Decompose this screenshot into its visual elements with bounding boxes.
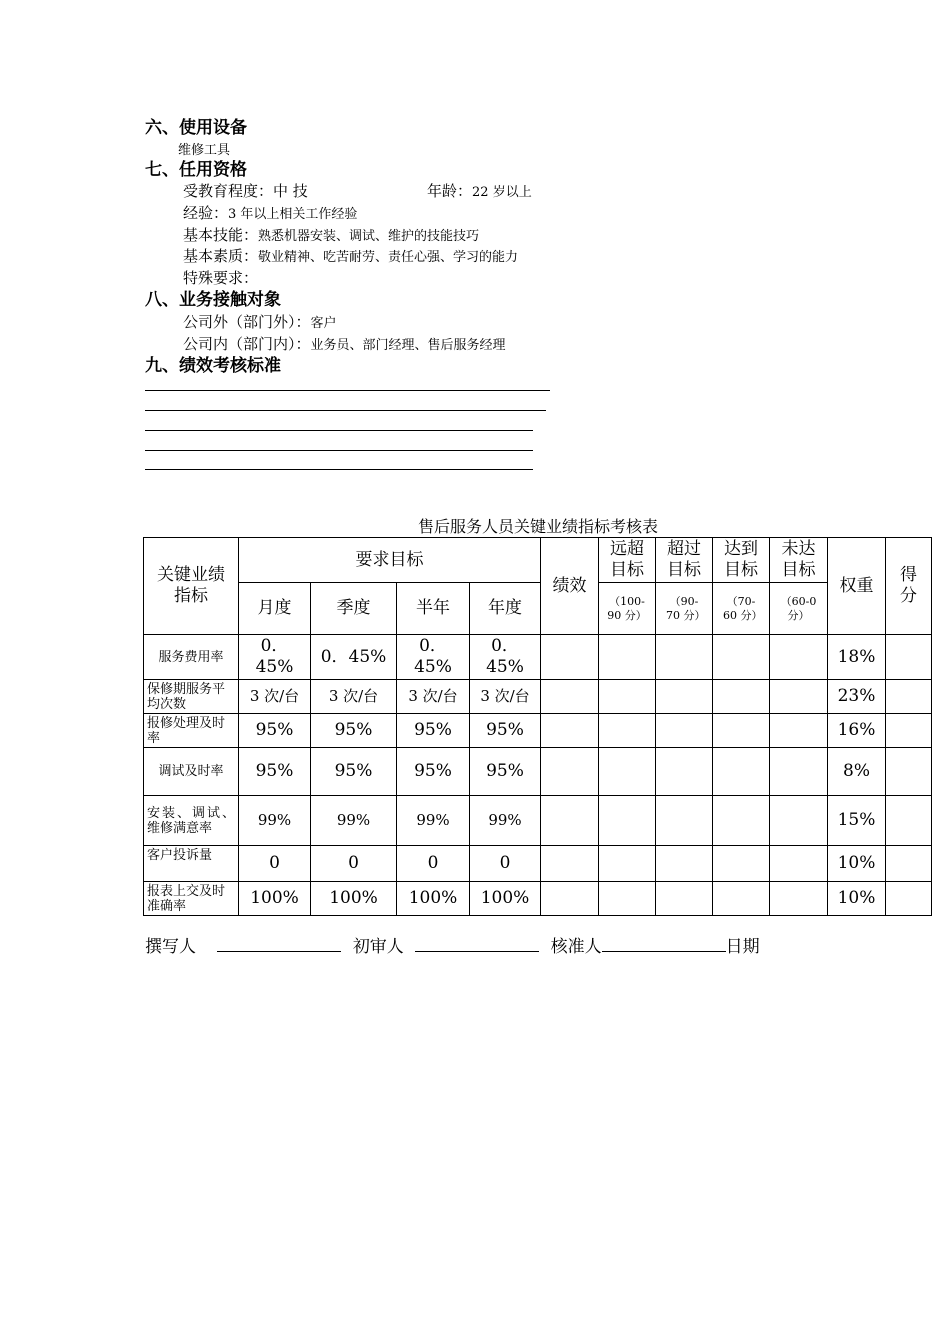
row-reach-cell[interactable]: [713, 882, 770, 916]
table-row: [144, 882, 932, 916]
table-row: [144, 796, 932, 846]
row-score-cell[interactable]: [886, 748, 932, 796]
experience-line: [183, 203, 357, 225]
row-weight: 8%: [828, 748, 886, 796]
experience-label: 经验：: [183, 204, 229, 222]
row-weight: 23%: [828, 680, 886, 714]
external-line: [183, 312, 337, 334]
row-quarter: 0．45%: [311, 635, 397, 680]
row-weight: 16%: [828, 714, 886, 748]
row-kpi-name: 报修处理及时率: [144, 714, 239, 748]
row-month: 0: [239, 846, 311, 882]
row-score-cell[interactable]: [886, 882, 932, 916]
row-year: 95%: [470, 714, 541, 748]
row-kpi-name: 客户投诉量: [144, 846, 239, 882]
row-kpi-name: 安装、调试、维修满意率: [144, 796, 239, 846]
row-weight: 10%: [828, 882, 886, 916]
row-half: 100%: [397, 882, 470, 916]
row-half: 3 次/台: [397, 680, 470, 714]
table-row: [144, 680, 932, 714]
row-performance-cell[interactable]: [541, 714, 599, 748]
equipment-text: [178, 139, 230, 161]
row-far-exceed-cell[interactable]: [599, 714, 656, 748]
row-year: 3 次/台: [470, 680, 541, 714]
blank-line: [145, 450, 533, 451]
header-weight: 权重: [828, 538, 886, 635]
header-performance: 绩效: [541, 538, 599, 635]
internal-line: [183, 334, 506, 356]
row-weight: 18%: [828, 635, 886, 680]
quality-line: [183, 246, 518, 268]
header-year: 年度: [470, 583, 541, 635]
row-reach-cell[interactable]: [713, 748, 770, 796]
row-month: 95%: [239, 714, 311, 748]
row-score-cell[interactable]: [886, 635, 932, 680]
age-line: [427, 181, 532, 203]
row-month: 3 次/台: [239, 680, 311, 714]
row-performance-cell[interactable]: [541, 846, 599, 882]
row-performance-cell[interactable]: [541, 882, 599, 916]
header-reach-range: （70-60 分）: [713, 583, 770, 635]
row-far-exceed-cell[interactable]: [599, 748, 656, 796]
age-label: 年龄：: [427, 182, 473, 200]
table-row: [144, 635, 932, 680]
quality-label: 基本素质：: [183, 247, 259, 265]
table-row: [144, 714, 932, 748]
date-label: 日期: [725, 937, 760, 957]
row-kpi-name: 保修期服务平均次数: [144, 680, 239, 714]
section-heading-contacts: 八、业务接触对象: [145, 290, 281, 310]
row-reach-cell[interactable]: [713, 796, 770, 846]
header-row: [144, 538, 932, 583]
header-half: 半年: [397, 583, 470, 635]
row-exceed-cell[interactable]: [656, 846, 713, 882]
header-exceed: 超过目标: [656, 538, 713, 583]
skills-value: 熟悉机器安装、调试、维护的技能技巧: [258, 229, 480, 244]
row-miss-cell[interactable]: [770, 796, 828, 846]
row-month: 0．45%: [239, 635, 311, 680]
approver-label: 核准人: [550, 937, 602, 957]
row-reach-cell[interactable]: [713, 714, 770, 748]
header-target: 要求目标: [239, 538, 541, 583]
row-performance-cell[interactable]: [541, 748, 599, 796]
subheader-row: [144, 583, 932, 635]
row-kpi-name: 调试及时率: [144, 748, 239, 796]
row-performance-cell[interactable]: [541, 635, 599, 680]
skills-label: 基本技能：: [183, 226, 259, 244]
header-reach: 达到目标: [713, 538, 770, 583]
internal-label: 公司内（部门内）：: [183, 335, 311, 353]
header-far-exceed-range: （100-90 分）: [599, 583, 656, 635]
quality-value: 敬业精神、吃苦耐劳、责任心强、学习的能力: [258, 250, 519, 265]
row-reach-cell[interactable]: [713, 635, 770, 680]
education-label: 受教育程度：中 技: [183, 182, 308, 200]
row-performance-cell[interactable]: [541, 796, 599, 846]
section-heading-equipment: 六、使用设备: [145, 118, 247, 138]
section-heading-qualifications: 七、任用资格: [145, 160, 247, 180]
external-label: 公司外（部门外）：: [183, 313, 311, 331]
writer-label: 撰写人: [145, 937, 196, 957]
row-miss-cell[interactable]: [770, 714, 828, 748]
row-miss-cell[interactable]: [770, 748, 828, 796]
age-value: 22 岁以上: [472, 185, 532, 200]
row-quarter: 95%: [311, 714, 397, 748]
row-miss-cell[interactable]: [770, 882, 828, 916]
row-far-exceed-cell[interactable]: [599, 635, 656, 680]
header-far-exceed: 远超目标: [599, 538, 656, 583]
row-half: 99%: [397, 796, 470, 846]
row-half: 95%: [397, 714, 470, 748]
header-kpi: 关键业绩指标: [144, 538, 239, 635]
special-line: [183, 268, 258, 288]
row-reach-cell[interactable]: [713, 680, 770, 714]
internal-value: 业务员、部门经理、售后服务经理: [310, 338, 506, 353]
row-half: 95%: [397, 748, 470, 796]
row-score-cell[interactable]: [886, 846, 932, 882]
row-weight: 10%: [828, 846, 886, 882]
approver-field[interactable]: [602, 934, 726, 952]
blank-line: [145, 390, 550, 391]
row-far-exceed-cell[interactable]: [599, 796, 656, 846]
blank-line: [145, 430, 533, 431]
row-exceed-cell[interactable]: [656, 882, 713, 916]
table-row: [144, 748, 932, 796]
row-exceed-cell[interactable]: [656, 635, 713, 680]
blank-line: [145, 410, 546, 411]
blank-line: [145, 469, 533, 470]
row-kpi-name: 报表上交及时准确率: [144, 882, 239, 916]
reviewer-label: 初审人: [352, 937, 404, 957]
header-miss: 未达目标: [770, 538, 828, 583]
table-title: 售后服务人员关键业绩指标考核表: [417, 517, 658, 536]
row-month: 95%: [239, 748, 311, 796]
kpi-table: [143, 537, 932, 916]
row-month: 100%: [239, 882, 311, 916]
row-miss-cell[interactable]: [770, 680, 828, 714]
signature-line: [145, 934, 760, 959]
row-far-exceed-cell[interactable]: [599, 846, 656, 882]
section-heading-performance: 九、绩效考核标准: [145, 356, 281, 376]
header-exceed-range: （90-70 分）: [656, 583, 713, 635]
table-row: [144, 846, 932, 882]
header-miss-range: （60-0 分）: [770, 583, 828, 635]
header-month: 月度: [239, 583, 311, 635]
row-exceed-cell[interactable]: [656, 680, 713, 714]
header-score: 得分: [886, 538, 932, 635]
row-miss-cell[interactable]: [770, 635, 828, 680]
row-quarter: 3 次/台: [311, 680, 397, 714]
header-quarter: 季度: [311, 583, 397, 635]
row-year: 0: [470, 846, 541, 882]
row-score-cell[interactable]: [886, 714, 932, 748]
row-month: 99%: [239, 796, 311, 846]
writer-field[interactable]: [217, 934, 341, 952]
row-reach-cell[interactable]: [713, 846, 770, 882]
row-year: 0．45%: [470, 635, 541, 680]
row-score-cell[interactable]: [886, 796, 932, 846]
row-quarter: 100%: [311, 882, 397, 916]
row-quarter: 95%: [311, 748, 397, 796]
row-exceed-cell[interactable]: [656, 714, 713, 748]
row-exceed-cell[interactable]: [656, 748, 713, 796]
row-weight: 15%: [828, 796, 886, 846]
row-year: 95%: [470, 748, 541, 796]
row-performance-cell[interactable]: [541, 680, 599, 714]
row-miss-cell[interactable]: [770, 846, 828, 882]
equipment-value: 维修工具: [178, 143, 231, 158]
row-year: 100%: [470, 882, 541, 916]
reviewer-field[interactable]: [415, 934, 539, 952]
experience-value: 3 年以上相关工作经验: [228, 207, 358, 222]
row-far-exceed-cell[interactable]: [599, 882, 656, 916]
row-quarter: 99%: [311, 796, 397, 846]
row-half: 0: [397, 846, 470, 882]
row-half: 0．45%: [397, 635, 470, 680]
row-score-cell[interactable]: [886, 680, 932, 714]
row-year: 99%: [470, 796, 541, 846]
skills-line: [183, 225, 479, 247]
row-kpi-name: 服务费用率: [144, 635, 239, 680]
education-line: [183, 181, 308, 201]
row-exceed-cell[interactable]: [656, 796, 713, 846]
external-value: 客户: [310, 316, 337, 331]
row-quarter: 0: [311, 846, 397, 882]
row-far-exceed-cell[interactable]: [599, 680, 656, 714]
special-label: 特殊要求：: [183, 269, 259, 287]
